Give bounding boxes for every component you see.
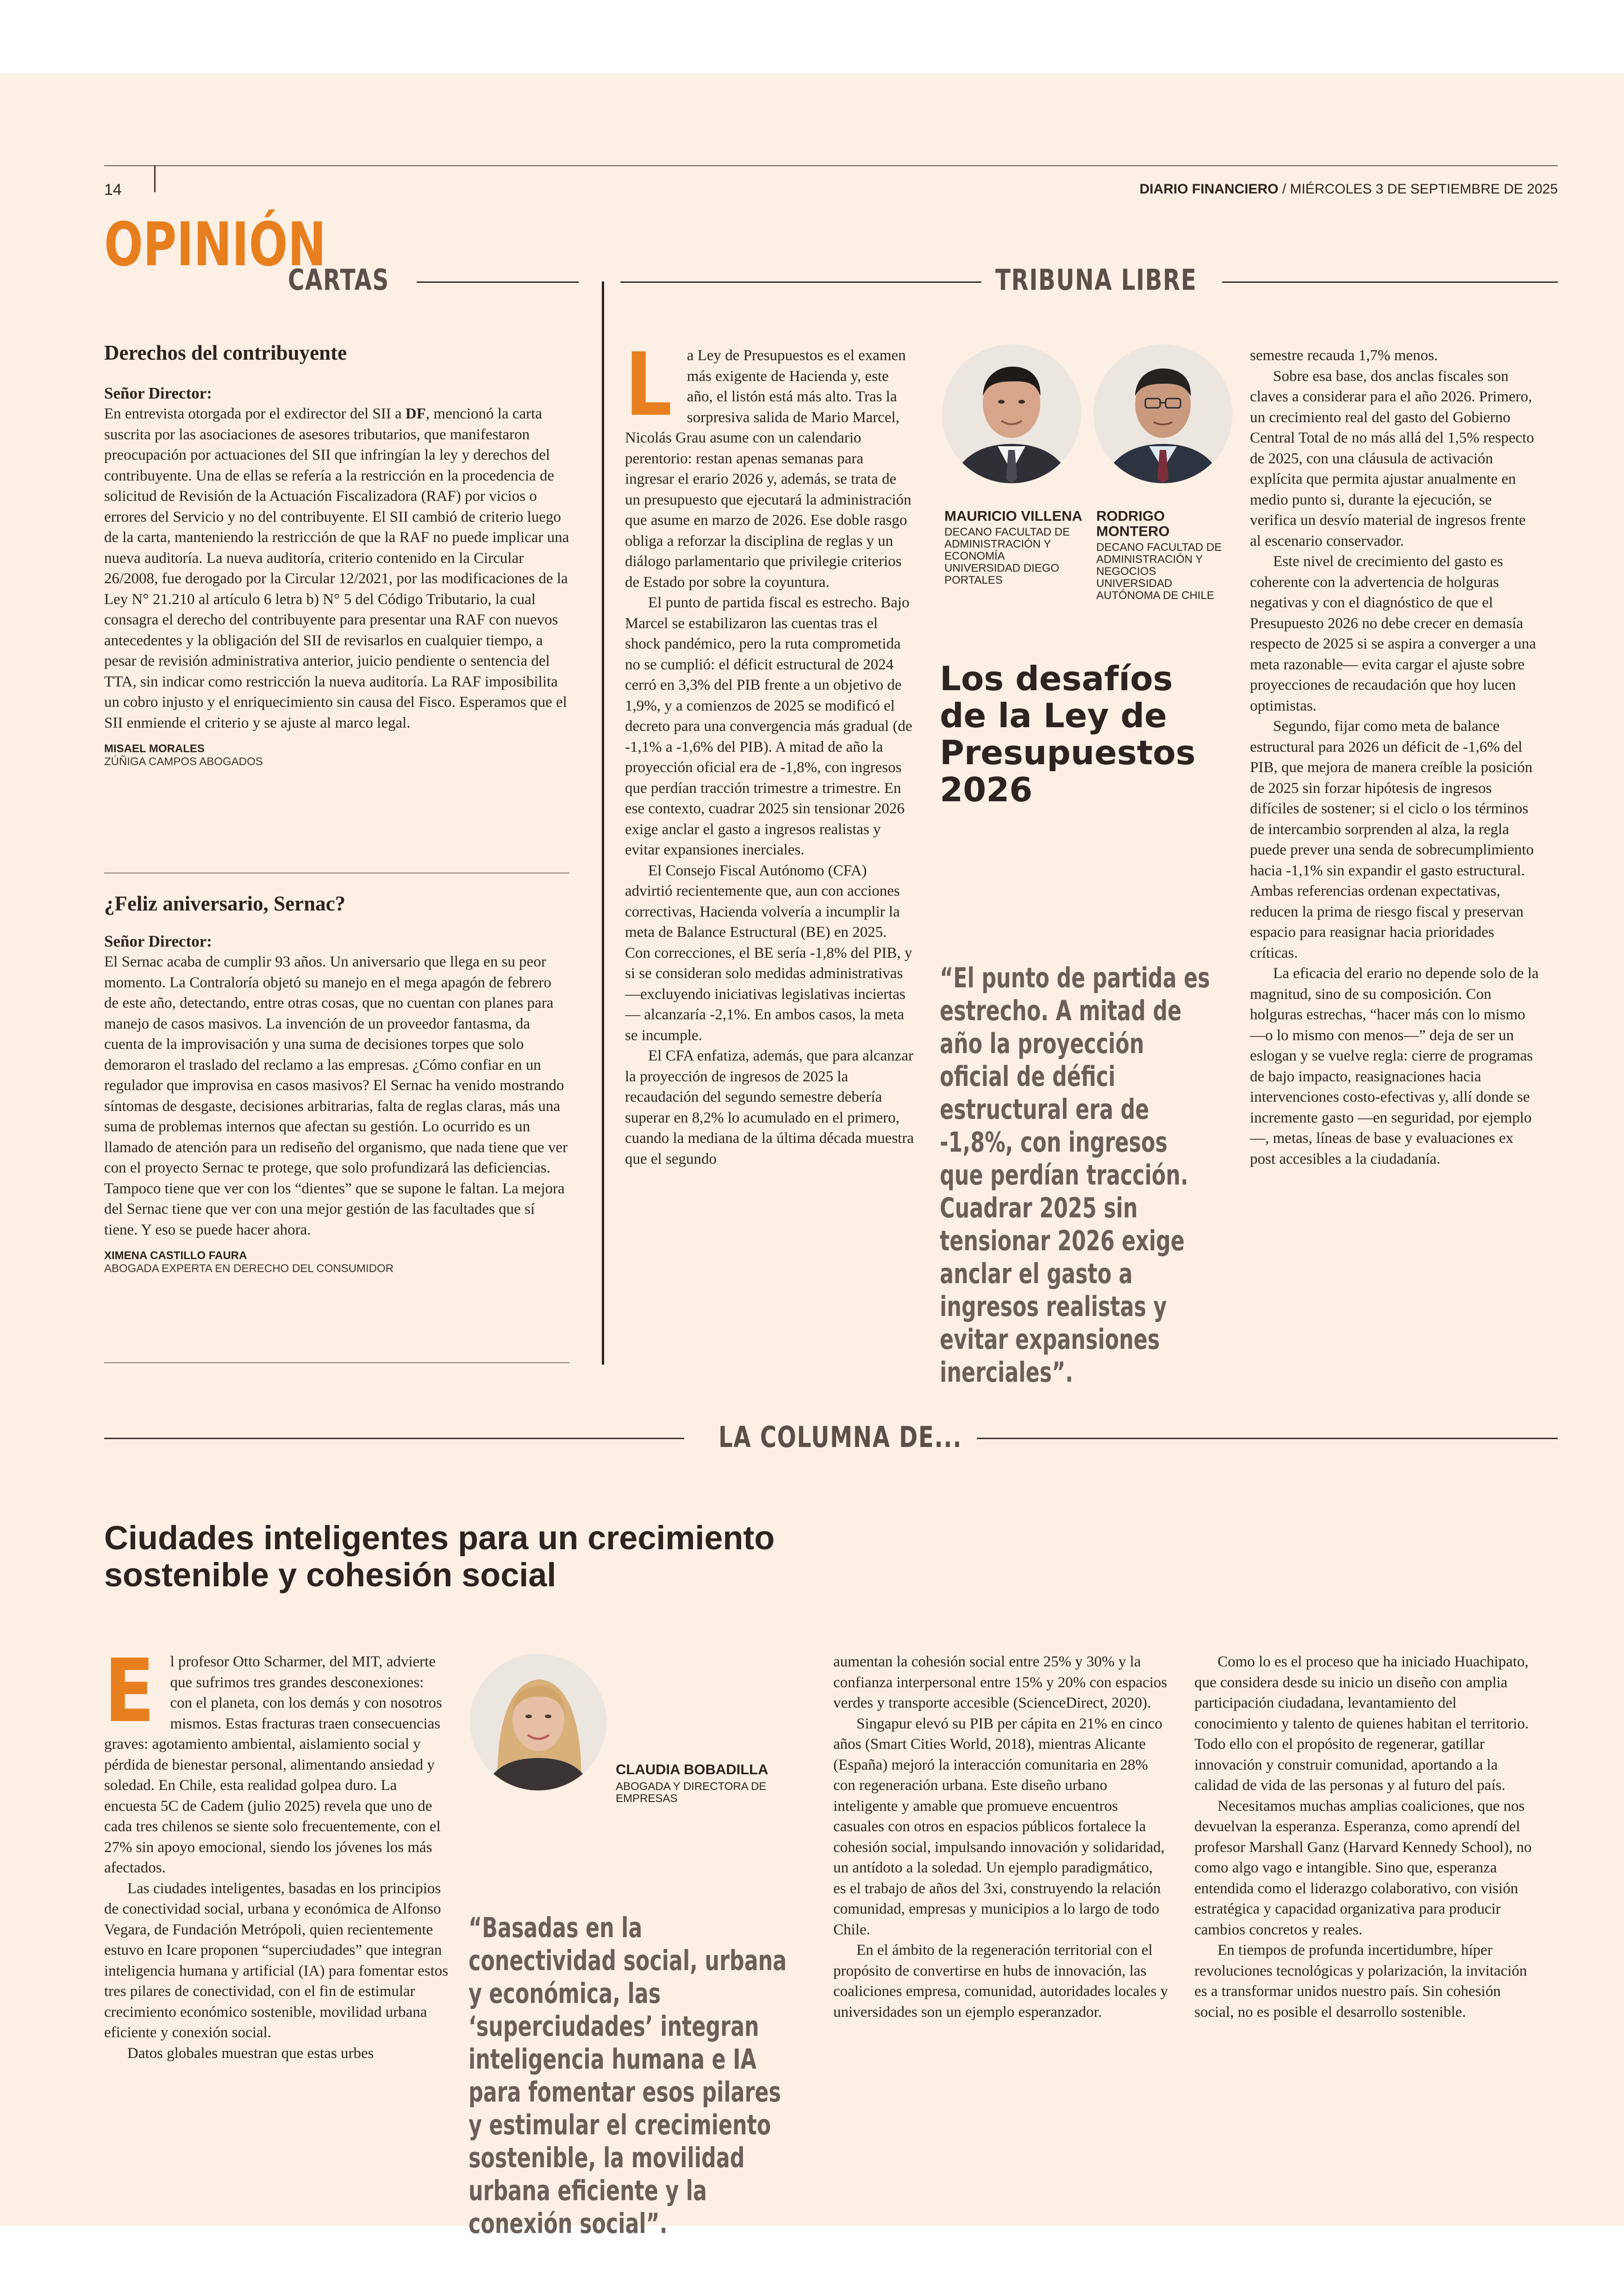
letter-signer: XIMENA CASTILLO FAURA: [104, 1249, 247, 1262]
tribuna-paragraph: El punto de partida fiscal es estrecho. Bajo Marcel se estabilizaron las cuentas tras el shock pandémico, pero la ruta comprometida no se cumplió: el déficit estructural de 2024 cerró en 3,3% del PIB frente a un objetivo de 1,9%, y a comienzos de 2025 se modificó el decreto para una convergencia más gradual (de -1,1% a -1,6% del PIB). A mitad de año la proyección oficial era de -1,8%, con ingresos que perdían tracción trimestre a trimestre. En ese contexto, cuadrar 2025 sin tensionar 2026 exige anclar el gasto a ingresos realistas y evitar expansiones inerciales.: [625, 594, 912, 858]
portrait-illustration: [470, 1654, 606, 1790]
letter-salutation: Señor Director:: [104, 932, 212, 950]
columna-paragraph: aumentan la cohesión social entre 25% y 30% y la confianza interpersonal entre 15% y 20% con espacios verdes y transporte accesible (ScienceDirect, 2020).: [833, 1653, 1168, 1711]
columna-paragraph: l profesor Otto Scharmer, del MIT, advierte que sufrimos tres grandes desconexiones: con el planeta, con los demás y con nosotros mismos. Estas fracturas traen consecuencias graves: agotamiento ambiental, aislamiento social y pérdida de bienestar personal, alimentando ansiedad y soledad. En Chile, esta realidad golpea duro. La encuesta 5C de Cadem (julio 2025) revela que uno de cada tres chilenos se siente solo frecuentemente, con el 27% sin apoyo emocional, siendo los jóvenes los más afectados.: [104, 1653, 442, 1876]
publication-name: DIARIO FINANCIERO: [1139, 181, 1279, 197]
letter-sernac: [104, 892, 569, 1275]
letter-title: ¿Feliz aniversario, Sernac?: [104, 892, 346, 915]
author-name: MAURICIO VILLENA: [944, 508, 1082, 524]
tribuna-headline: Los desafíos de la Ley de Presupuestos 2026: [940, 659, 1196, 809]
tribuna-column-1: [625, 334, 914, 1169]
tribuna-paragraph: La eficacia del erario no depende solo de la magnitud, sino de su composición. Con holguras estrechas, “hacer más con lo mismo —o lo mismo con menos—” deja de ser un eslogan y se vuelve regla: cierre de programas de bajo impacto, reasignaciones hacia intervenciones costo-efectivas y, allí donde se incremente gasto —en seguridad, por ejemplo—, metas, líneas de base y evaluaciones ex post accesibles a la ciudadanía.: [1250, 965, 1539, 1167]
page-number-divider: [154, 165, 156, 192]
column-divider: [602, 281, 604, 1365]
columna-paragraph: Datos globales muestran que estas urbes: [127, 2045, 374, 2062]
newspaper-page: [0, 73, 1624, 2240]
portrait-illustration: [1093, 344, 1232, 483]
author-name: CLAUDIA BOBADILLA: [616, 1761, 768, 1777]
tribuna-paragraph: El Consejo Fiscal Autónomo (CFA) advirtió recientemente que, aun con acciones correctivas, Hacienda volvería a incumplir la meta de Balance Estructural (BE) en 2025. Con correcciones, el BE sería -1,8% del PIB, y si se consideran solo medidas administrativas —excluyendo iniciativas legislativas inciertas— alcanzaría -2,1%. En ambos casos, la meta se incumple.: [625, 862, 912, 1044]
columna-column-3: [833, 1652, 1169, 2022]
letter-title: Derechos del contribuyente: [104, 341, 347, 364]
author-portrait-montero: [1093, 344, 1232, 483]
tribuna-column-3: [1250, 345, 1539, 1169]
letter-derechos: [104, 341, 569, 768]
section-label-tribuna: TRIBUNA LIBRE: [995, 263, 1197, 297]
section-label-cartas: CARTAS: [288, 263, 389, 297]
tribuna-paragraph: Segundo, fijar como meta de balance estructural para 2026 un déficit de -1,6% del PIB, que mejora de manera creíble la posición de 2025 sin forzar hipótesis de ingresos difíciles de sostener; si el ciclo o los términos de intercambio sorprenden al alza, la regla puede prever una senda de sobrecumplimiento hacia -1,1% sin expandir el gasto estructural. Ambas referencias ordenan expectativas, reducen la prima de riesgo fiscal y preservan espacio para reasignar hacia prioridades críticas.: [1250, 718, 1534, 961]
tribuna-paragraph: a Ley de Presupuestos es el examen más exigente de Hacienda y, este año, el listón está más alto. Tras la sorpresiva salida de Mario Marcel, Nicolás Grau asume con un calendario perentorio: restan apenas semanas para ingresar el erario 2026 y, además, se trata de un presupuesto que ejecutará la administración que asume en marzo de 2026. Ese doble rasgo obliga a reforzar la disciplina de reglas y un diálogo parlamentario que privilegie criterios de Estado por sobre la coyuntura.: [625, 347, 912, 591]
columna-column-4: [1194, 1652, 1539, 2022]
letter-salutation: Señor Director:: [104, 384, 212, 402]
columna-author: [616, 1762, 768, 1805]
author-villena: [944, 508, 1083, 586]
tribuna-paragraph: semestre recauda 1,7% menos.: [1250, 347, 1438, 364]
section-title: OPINIÓN: [104, 209, 326, 280]
author-portrait-bobadilla: [470, 1654, 606, 1790]
columna-rule-right: [977, 1438, 1558, 1439]
columna-paragraph: Las ciudades inteligentes, basadas en los principios de conectividad social, urbana y económica de Alfonso Vegara, de Fundación Metrópoli, quien recientemente estuvo en Icare proponen “superciudades” que integran inteligencia humana y artificial (IA) para fomentar estos tres pilares de conectividad, con el fin de estimular crecimiento económico sostenible, movilidad urbana eficiente y conexión social.: [104, 1880, 449, 2041]
columna-headline: Ciudades inteligentes para un crecimiento sostenible y cohesión social: [104, 1520, 775, 1594]
cartas-bottom-rule: [104, 1362, 569, 1363]
tribuna-rule-right: [1222, 281, 1558, 283]
author-montero: [1096, 508, 1235, 602]
columna-paragraph: En el ámbito de la regeneración territorial con el propósito de convertirse en hubs de innovación, las coaliciones empresa, comunidad, autoridades locales y universidades son un ejemplo esperanzador.: [833, 1942, 1168, 2021]
cartas-header-rule: [417, 281, 579, 283]
author-portrait-villena: [942, 344, 1081, 483]
columna-rule-left: [104, 1438, 684, 1439]
letter-body: [104, 404, 569, 733]
tribuna-paragraph: Este nivel de crecimiento del gasto es coherente con la advertencia de holguras negativas y con el diagnóstico de que el Presupuesto 2026 no debe crecer en demasía respecto de 2025 si se aspira a converger a una meta razonable— evita cargar el ajuste sobre proyecciones de recaudación que hoy lucen optimistas.: [1250, 553, 1536, 714]
letter-signer-role: ZÚÑIGA CAMPOS ABOGADOS: [104, 755, 263, 768]
author-name: RODRIGO MONTERO: [1096, 508, 1170, 539]
dropcap: L: [625, 334, 672, 436]
columna-column-1: [104, 1640, 449, 2064]
page-number: 14: [104, 181, 122, 199]
columna-paragraph: Necesitamos muchas amplias coaliciones, que nos devuelvan la esperanza. Esperanza, como aprendí del profesor Marshall Ganz (Harvard Kennedy School), no como algo vago e intangible. Sino que, esperanza entendida como el liderazgo colaborativo, con visión estratégica y capacidad organizativa para producir cambios concretos y reales.: [1194, 1797, 1532, 1938]
letter-signer-role: ABOGADA EXPERTA EN DERECHO DEL CONSUMIDOR: [104, 1262, 394, 1275]
tribuna-pull-quote: “El punto de partida es estrecho. A mitad de año la proyección oficial de défici estructural era de -1,8%, con ingresos que perdían tracción. Cuadrar 2025 sin tensionar 2026 exige anclar el gasto a ingresos realistas y evitar expansiones inerciales”.: [940, 962, 1210, 1389]
author-role: DECANO FACULTAD DE ADMINISTRACIÓN Y ECONOMÍA UNIVERSIDAD DIEGO PORTALES: [944, 526, 1070, 586]
section-label-columna: LA COLUMNA DE...: [718, 1420, 962, 1454]
columna-paragraph: Como lo es el proceso que ha iniciado Huachipato, que considera desde su inicio un diseño con amplia participación ciudadana, levantamiento del conocimiento y talento de quienes habitan el territorio. Todo ello con el propósito de regenerar, gatillar innovación y construir comunidad, aportando a la calidad de vida de las personas y al futuro del país.: [1194, 1653, 1529, 1794]
columna-paragraph: En tiempos de profunda incertidumbre, híper revoluciones tecnológicas y polarización, la invitación es a transformar unidos nuestro país. Sin cohesión social, no es posible el desarrollo sostenible.: [1194, 1942, 1527, 2021]
author-role: ABOGADA Y DIRECTORA DE EMPRESAS: [616, 1780, 767, 1805]
letter-signer: MISAEL MORALES: [104, 742, 205, 755]
letter-body-intro: En entrevista otorgada por el exdirector del SII a: [104, 405, 406, 422]
issue-date: / MIÉRCOLES 3 DE SEPTIEMBRE DE 2025: [1278, 181, 1558, 197]
tribuna-paragraph: Sobre esa base, dos anclas fiscales son claves a considerar para el año 2026. Primero, un crecimiento real del gasto del Gobierno Central Total de no más allá del 1,5% respecto de 2025, con una cláusula de activación explícita que permita ajustar anualmente en medio punto si, durante la ejecución, se verifica un desvío material de ingresos frente al escenario conservador.: [1250, 368, 1534, 549]
letter-body-text: , mencionó la carta suscrita por las asociaciones de asesores tributarios, que manifestaron preocupación por actuaciones del SII que infringían la ley y derechos del contribuyente. Una de ellas se refería a la restricción en la procedencia de solicitud de Revisión de la Actuación Fiscalizadora (RAF) por vicios o errores del Servicio y no del contribuyente. El SII cambió de criterio luego de la carta, manteniendo la restricción de que la RAF no puede implicar una nueva auditoría. La nueva auditoría, criterio contenido en la Circular 26/2008, fue derogado por la Circular 12/2021, por las modificaciones de la Ley N° 21.210 al artículo 6 letra b) N° 5 del Código Tributario, la cual consagra el derecho del contribuyente para presentar una RAF con nuevos antecedentes y la obligación del SII de revisarlos en cualquier tiempo, a pesar de revisión administrativa anterior, juicio pendiente o sentencia del TTA, sin indicar como restricción la nueva auditoría. La RAF imposibilita un cobro injusto y el enriquecimiento sin causa del Fisco. Esperamos que el SII enmiende el criterio y se ajuste al marco legal.: [104, 405, 569, 731]
portrait-illustration: [942, 344, 1081, 483]
author-role: DECANO FACULTAD DE ADMINISTRACIÓN Y NEGOCIOS UNIVERSIDAD AUTÓNOMA DE CHILE: [1096, 541, 1222, 602]
letter-body-bold: DF: [405, 405, 426, 422]
columna-paragraph: Singapur elevó su PIB per cápita en 21% en cinco años (Smart Cities World, 2018), mientras Alicante (España) mejoró la interacción comunitaria en 28% con regeneración urbana. Este diseño urbano inteligente y amable que promueve encuentros casuales con otros en espacios públicos fortalece la cohesión social, impulsando innovación y solidaridad, un antídoto a la soledad. Un ejemplo paradigmático, es el trabajo de años del 3xi, construyendo la relación comunidad, empresas y municipios a lo largo de todo Chile.: [833, 1715, 1165, 1938]
publication-dateline: [1139, 181, 1558, 197]
columna-pull-quote: “Basadas en la conectividad social, urbana y económica, las ‘superciudades’ integran inteligencia humana e IA para fomentar esos pilares y estimular el crecimiento sostenible, la movilidad urbana eficiente y la conexión social”.: [468, 1912, 787, 2240]
tribuna-paragraph: El CFA enfatiza, además, que para alcanzar la proyección de ingresos de 2025 la recaudación del segundo semestre debería superar en 8,2% lo acumulado en el primero, cuando la mediana de la última década muestra que el segundo: [625, 1048, 914, 1167]
header-top-rule: [104, 165, 1558, 166]
tribuna-rule-left: [620, 281, 981, 283]
dropcap: E: [104, 1640, 155, 1742]
letter-body: El Sernac acaba de cumplir 93 años. Un aniversario que llega en su peor momento. La Contraloría objetó su manejo en el mega apagón de febrero de este año, detectando, entre otras cosas, que no cuentan con planes para manejo de casos masivos. La invención de un proveedor fantasma, da cuenta de la improvisación y una suma de decisiones torpes que solo demoraron el traslado del reclamo a las empresas. ¿Cómo confiar en un regulador que improvisa en casos masivos? El Sernac ha venido mostrando síntomas de desgaste, decisiones arbitrarias, falta de reglas claras, más una suma de problemas internos que afectan su gestión. Lo ocurrido es un llamado de atención para un rediseño del organismo, que nada tiene que ver con el proyecto Sernac te protege, que solo profundizará las deficiencias. Tampoco tiene que ver con los “dientes” que se supone le faltan. La mejora del Sernac tiene que ver con una mejor gestión de las facultades que sí tiene. Y eso se puede hacer ahora.: [104, 954, 568, 1238]
